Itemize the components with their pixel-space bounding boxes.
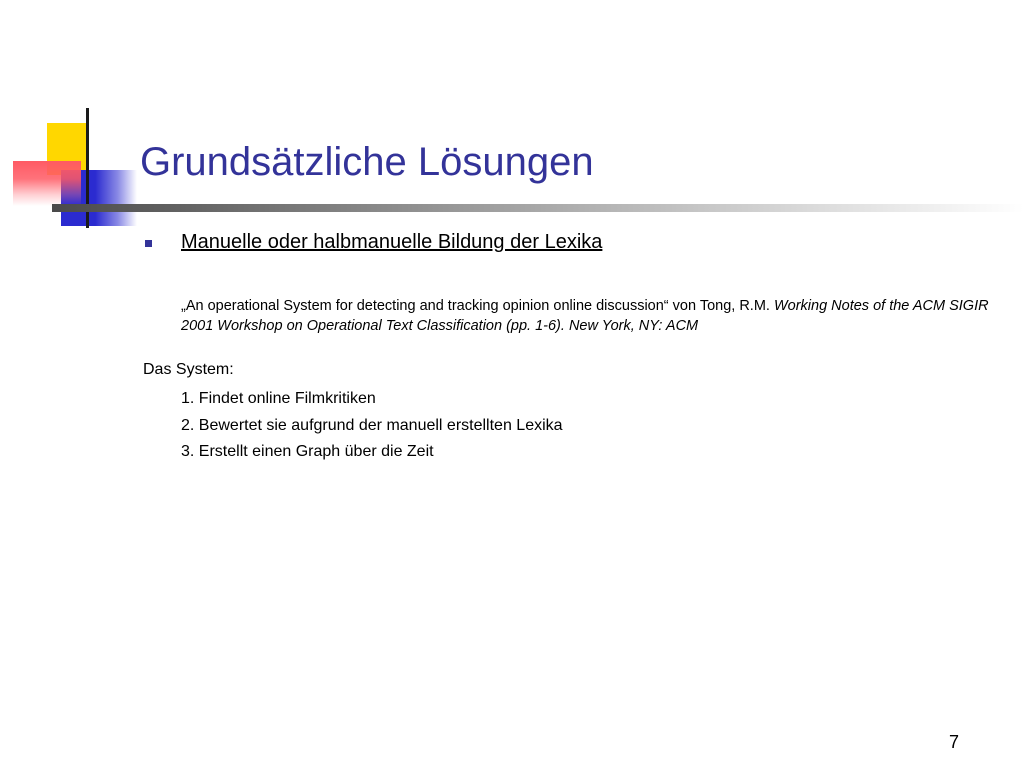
slide-title: Grundsätzliche Lösungen [140,140,594,184]
citation-plain: „An operational System for detecting and tracking opinion online discussion“ von Tong, R.M. [181,298,774,314]
bullet-item [145,231,602,254]
square-bullet-icon [145,240,152,247]
page-number: 7 [949,732,960,752]
system-heading: Das System: [143,361,234,378]
decorative-red-square [13,161,81,206]
bullet-text: Manuelle oder halbmanuelle Bildung der Lexika [181,231,603,253]
system-steps-list [181,386,563,466]
list-item: 3. Erstellt einen Graph über die Zeit [181,443,434,460]
list-item: 1. Findet online Filmkritiken [181,390,376,407]
list-item: 2. Bewertet sie aufgrund der manuell erstellten Lexika [181,416,563,434]
citation-italic: Working Notes of the ACM SIGIR 2001 Workshop on Operational Text Classification (pp. 1-6). New York, NY: ACM [181,298,989,334]
citation-text [181,296,996,336]
title-underline-rule [52,204,1024,212]
